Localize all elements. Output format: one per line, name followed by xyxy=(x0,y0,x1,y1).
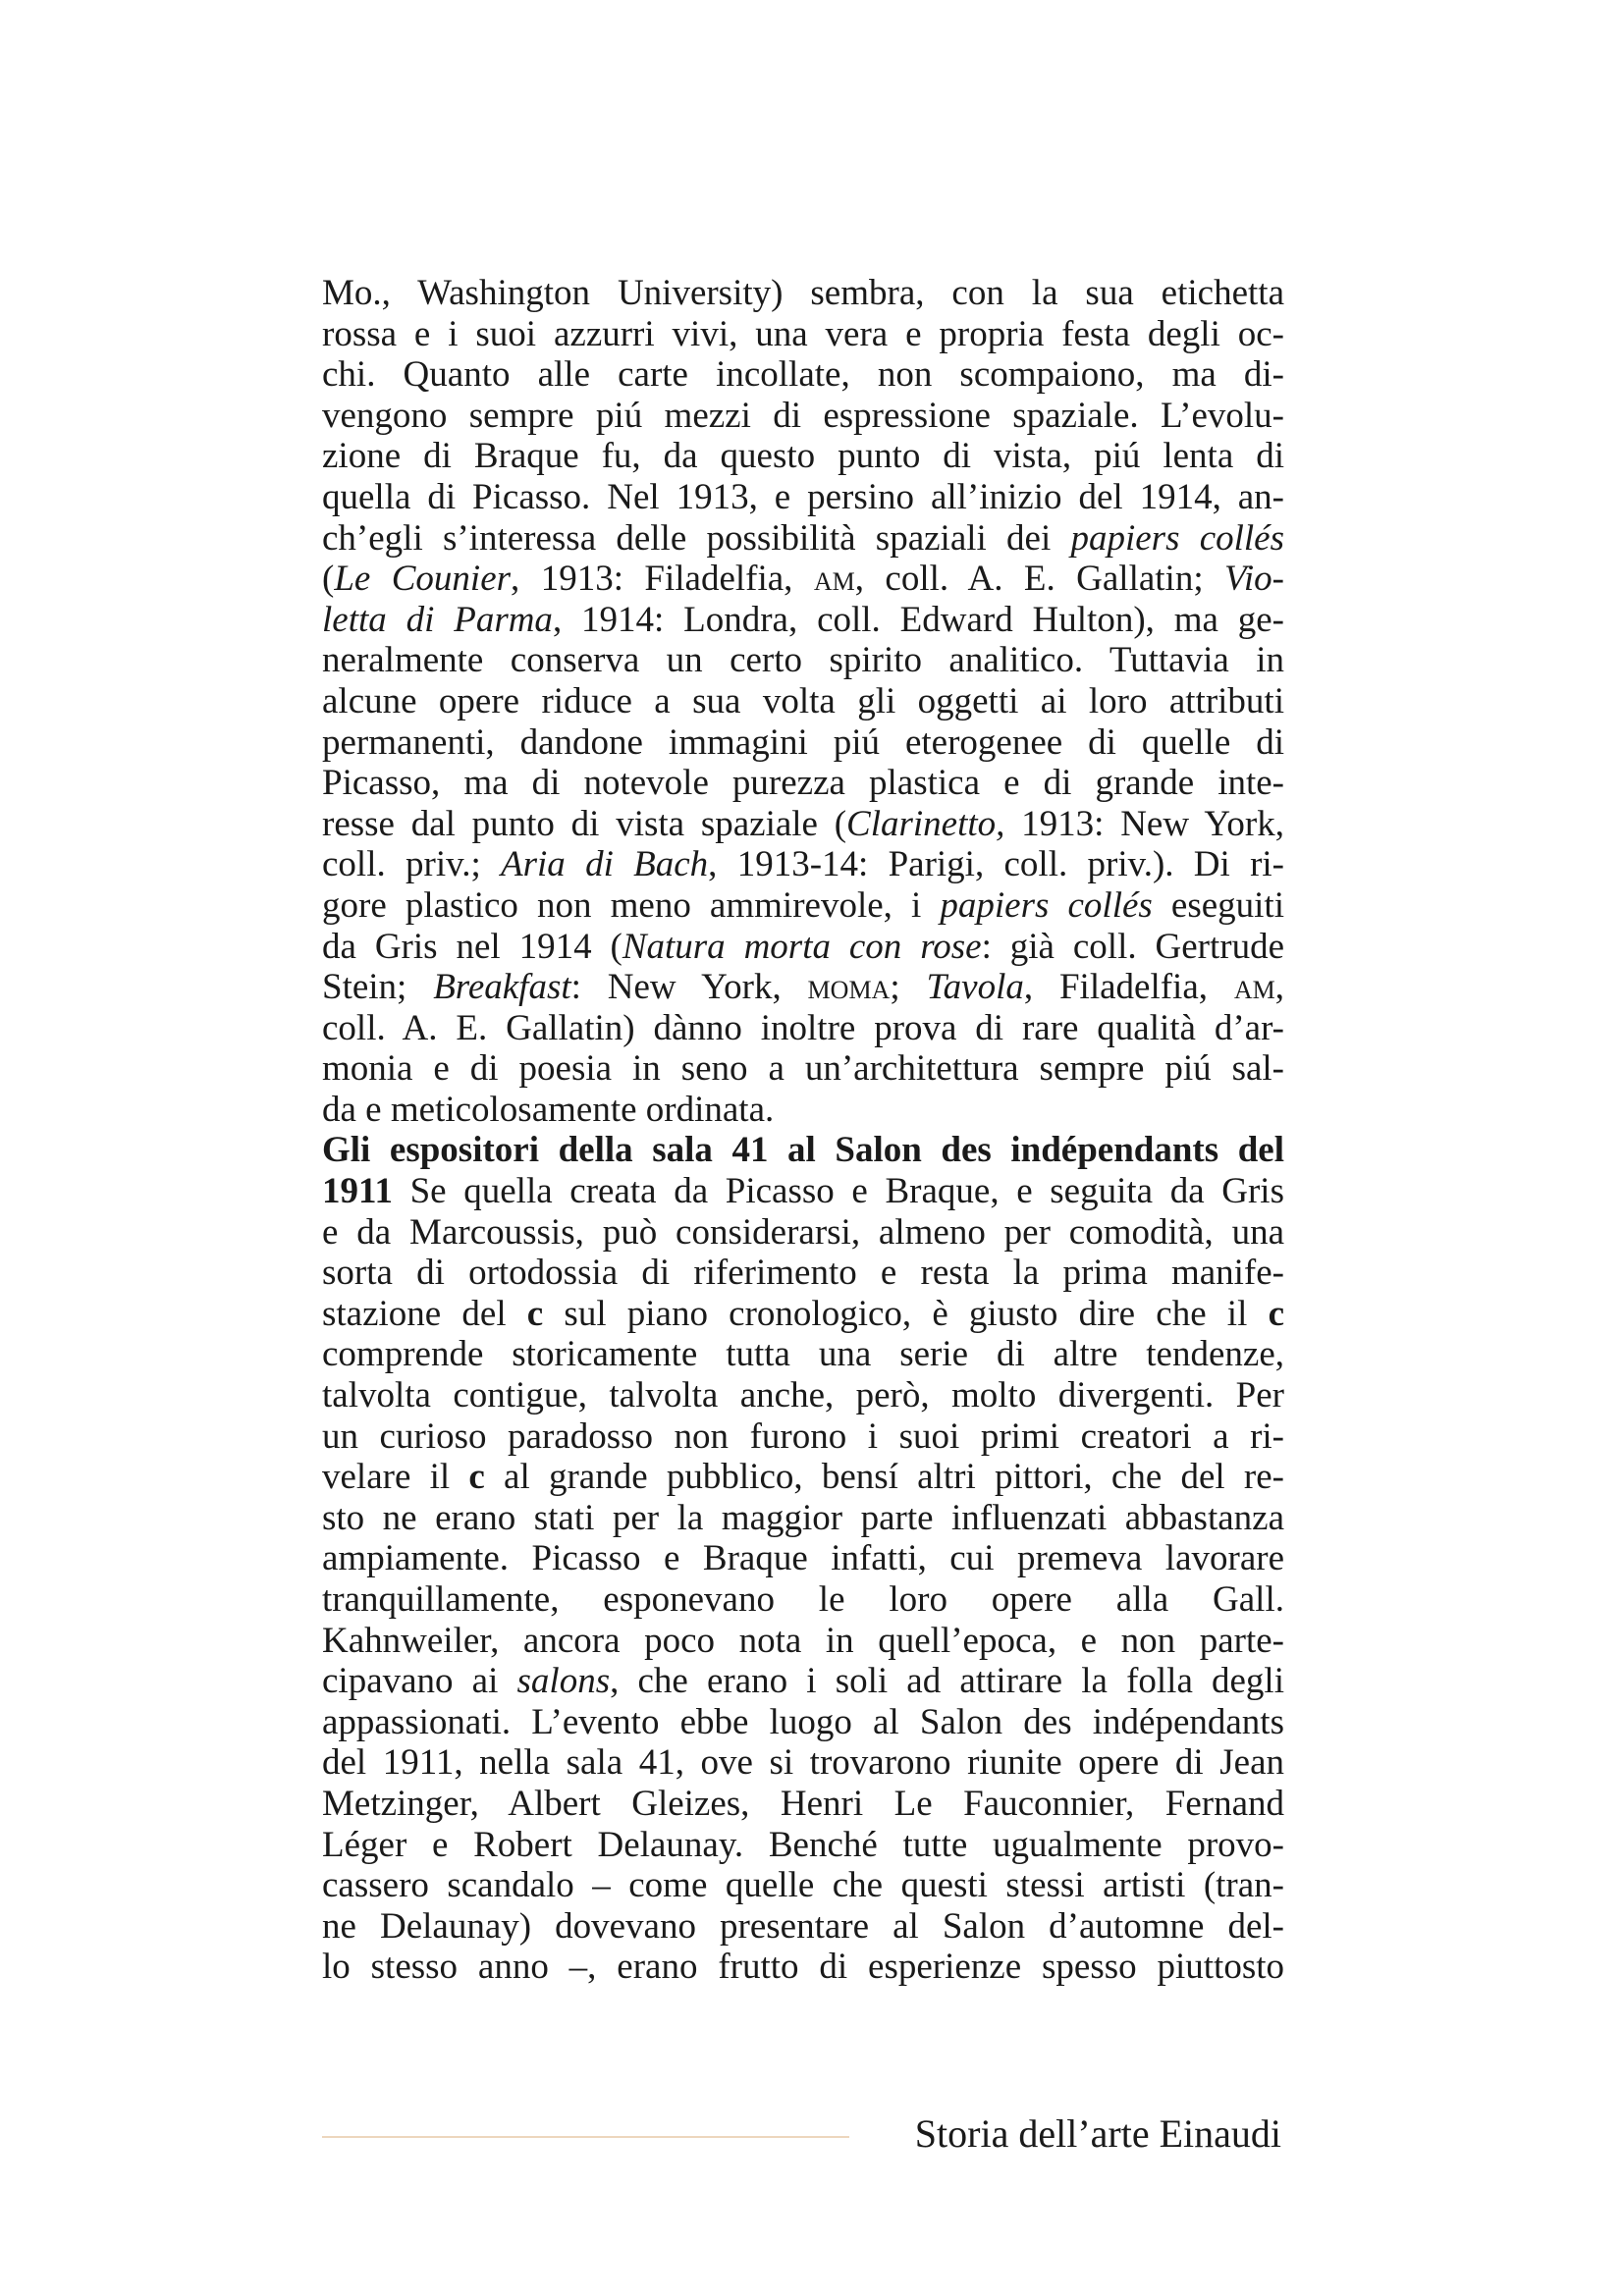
text-line xyxy=(322,273,1284,314)
text-run: al grande pubblico, bensí altri pittori, che del re- xyxy=(484,1457,1284,1498)
text-line xyxy=(322,1947,1284,1988)
page-body xyxy=(322,273,1284,1988)
text-line xyxy=(322,844,1284,885)
text-run: alcune opere riduce a sua volta gli oggetti ai loro attributi xyxy=(322,680,1284,721)
body-text xyxy=(322,273,1284,1988)
text-line xyxy=(322,1334,1284,1375)
text-line xyxy=(322,354,1284,396)
text-line xyxy=(322,927,1284,968)
text-run: ( xyxy=(322,559,335,600)
text-line xyxy=(322,1375,1284,1416)
text-line xyxy=(322,1538,1284,1579)
text-run: : già coll. Gertrude xyxy=(981,926,1285,967)
text-run: sul piano cronologico, è giusto dire che il xyxy=(543,1293,1269,1334)
text-line xyxy=(322,559,1284,600)
text-run: , che erano i soli ad attirare la folla degli xyxy=(610,1661,1284,1702)
text-run: eseguiti xyxy=(1152,884,1284,926)
text-line xyxy=(322,1253,1284,1294)
text-run: permanenti, dandone immagini piú eterogenee di quelle di xyxy=(322,721,1284,763)
text-run: Picasso, ma di notevole purezza plastica e di grande inte- xyxy=(322,763,1284,804)
text-run: Aria di Bach xyxy=(501,844,709,885)
text-line xyxy=(322,1865,1284,1906)
text-run: zione di Braque fu, da questo punto di vista, piú lenta di xyxy=(322,436,1284,477)
text-line xyxy=(322,1457,1284,1498)
text-line xyxy=(322,640,1284,681)
text-line xyxy=(322,1621,1284,1662)
footer-rule xyxy=(322,2136,849,2138)
text-run: , 1914: Londra, coll. Edward Hulton), ma ge- xyxy=(552,599,1285,640)
text-run: am xyxy=(1233,967,1275,1008)
text-line xyxy=(322,1294,1284,1335)
text-run: da e meticolosamente ordinata. xyxy=(322,1089,775,1130)
text-run: letta di Parma xyxy=(322,599,553,640)
text-run: rossa e i suoi azzurri vivi, una vera e propria festa degli oc- xyxy=(322,313,1284,354)
text-run: vengono sempre piú mezzi di espressione spaziale. L’evolu- xyxy=(322,395,1284,436)
text-line xyxy=(322,804,1284,845)
text-run: Metzinger, Albert Gleizes, Henri Le Fauconnier, Fernand xyxy=(322,1783,1284,1824)
text-run: , 1913: Filadelfia, xyxy=(511,559,814,600)
text-run: c xyxy=(526,1293,544,1334)
text-line xyxy=(322,396,1284,437)
text-run: Vio- xyxy=(1224,559,1285,600)
text-run: da Gris nel 1914 ( xyxy=(322,926,622,967)
text-line xyxy=(322,763,1284,804)
text-run: , xyxy=(1274,967,1285,1008)
text-run: 1911 xyxy=(322,1171,393,1212)
text-run: Stein; xyxy=(322,967,434,1008)
text-line xyxy=(322,1090,1284,1131)
text-run: monia e di poesia in seno a un’architettura sempre piú sal- xyxy=(322,1048,1284,1090)
text-run: Natura morta con rose xyxy=(622,926,982,967)
text-run: , 1913-14: Parigi, coll. priv.). Di ri- xyxy=(708,844,1284,885)
text-run: am xyxy=(813,559,855,600)
text-run: lo stesso anno –, erano frutto di esperienze spesso piuttosto xyxy=(322,1947,1284,1988)
text-run: papiers collés xyxy=(1070,517,1284,559)
text-run: velare il xyxy=(322,1457,469,1498)
text-run: , coll. A. E. Gallatin; xyxy=(854,559,1225,600)
text-line xyxy=(322,1784,1284,1825)
text-run: Tavola xyxy=(926,967,1024,1008)
text-line xyxy=(322,1906,1284,1948)
text-line xyxy=(322,1579,1284,1621)
text-line xyxy=(322,477,1284,518)
text-line xyxy=(322,1171,1284,1212)
text-run: moma xyxy=(807,967,891,1008)
text-run: del 1911, nella sala 41, ove si trovarono riunite opere di Jean xyxy=(322,1742,1284,1784)
text-run: salons xyxy=(516,1661,611,1702)
text-line xyxy=(322,1498,1284,1539)
text-run: chi. Quanto alle carte incollate, non scompaiono, ma di- xyxy=(322,354,1284,396)
text-line xyxy=(322,722,1284,764)
text-run: cipavano ai xyxy=(322,1661,517,1702)
text-line xyxy=(322,1825,1284,1866)
text-run: ampiamente. Picasso e Braque infatti, cui premeva lavorare xyxy=(322,1538,1284,1579)
text-run: papiers collés xyxy=(940,884,1153,926)
text-line xyxy=(322,1048,1284,1090)
text-run: sto ne erano stati per la maggior parte influenzati abbastanza xyxy=(322,1497,1284,1538)
text-run: gore plastico non meno ammirevole, i xyxy=(322,884,941,926)
text-run: Clarinetto, xyxy=(846,803,1005,844)
text-run: stazione del xyxy=(322,1293,527,1334)
text-line xyxy=(322,314,1284,355)
text-run: un curioso paradosso non furono i suoi primi creatori a ri- xyxy=(322,1415,1284,1457)
text-run: coll. A. E. Gallatin) dànno inoltre prova di rare qualità d’ar- xyxy=(322,1007,1284,1048)
text-run: , Filadelfia, xyxy=(1023,967,1234,1008)
text-line xyxy=(322,1416,1284,1458)
text-run: coll. priv.; xyxy=(322,844,502,885)
footer-title: Storia dell’arte Einaudi xyxy=(914,2111,1281,2156)
text-run: : New York, xyxy=(570,967,808,1008)
text-line xyxy=(322,436,1284,477)
text-line xyxy=(322,1130,1284,1171)
text-run: Le Counier xyxy=(334,559,512,600)
text-line xyxy=(322,681,1284,722)
text-run: 1913: New York, xyxy=(1004,803,1285,844)
text-line xyxy=(322,1212,1284,1254)
text-run: Gli espositori della sala 41 al Salon des indépendants del xyxy=(322,1130,1284,1171)
text-run: Kahnweiler, ancora poco nota in quell’epoca, e non parte- xyxy=(322,1620,1284,1661)
text-run: e da Marcoussis, può considerarsi, almeno per comodità, una xyxy=(322,1211,1284,1253)
text-line xyxy=(322,1661,1284,1702)
text-run: ; xyxy=(890,967,927,1008)
text-run: neralmente conserva un certo spirito analitico. Tuttavia in xyxy=(322,640,1284,681)
text-run: resse dal punto di vista spaziale ( xyxy=(322,803,847,844)
text-run: talvolta contigue, talvolta anche, però, molto divergenti. Per xyxy=(322,1375,1284,1416)
text-run: ch’egli s’interessa delle possibilità spaziali dei xyxy=(322,517,1071,559)
text-run: Mo., Washington University) sembra, con la sua etichetta xyxy=(322,273,1284,313)
text-run: Breakfast xyxy=(433,967,571,1008)
text-run: c xyxy=(1268,1293,1284,1334)
text-line xyxy=(322,967,1284,1008)
text-line xyxy=(322,1702,1284,1743)
text-line xyxy=(322,1742,1284,1784)
text-line xyxy=(322,1008,1284,1049)
text-run: cassero scandalo – come quelle che questi stessi artisti (tran- xyxy=(322,1865,1284,1906)
text-run: comprende storicamente tutta una serie di altre tendenze, xyxy=(322,1334,1284,1375)
text-line xyxy=(322,600,1284,641)
text-run: ne Delaunay) dovevano presentare al Salon d’automne del- xyxy=(322,1905,1284,1947)
text-line xyxy=(322,518,1284,560)
text-run: appassionati. L’evento ebbe luogo al Salon des indépendants xyxy=(322,1701,1284,1742)
text-run: Se quella creata da Picasso e Braque, e seguita da Gris xyxy=(392,1171,1284,1212)
text-run: c xyxy=(468,1457,485,1498)
text-run: Léger e Robert Delaunay. Benché tutte ugualmente provo- xyxy=(322,1824,1284,1865)
text-run: quella di Picasso. Nel 1913, e persino all’inizio del 1914, an- xyxy=(322,476,1284,517)
text-line xyxy=(322,885,1284,927)
text-run: tranquillamente, esponevano le loro opere alla Gall. xyxy=(322,1579,1284,1620)
text-run: sorta di ortodossia di riferimento e resta la prima manife- xyxy=(322,1253,1284,1294)
